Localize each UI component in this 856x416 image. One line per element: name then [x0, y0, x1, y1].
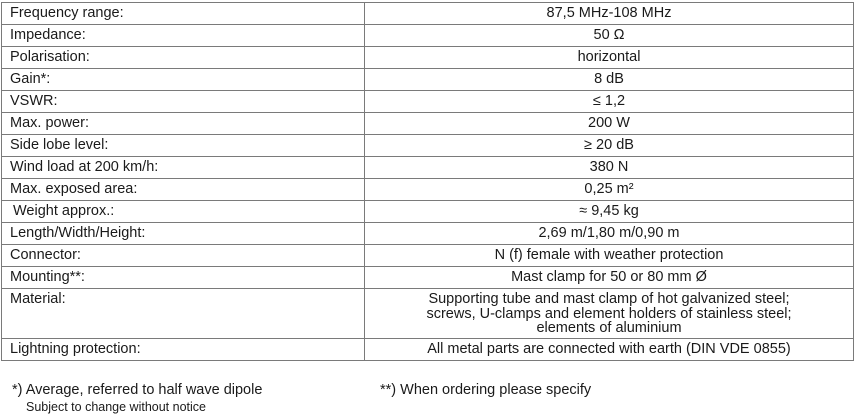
spec-label: Weight approx.:	[2, 201, 365, 223]
spec-value: 8 dB	[365, 69, 854, 91]
spec-label: Wind load at 200 km/h:	[2, 157, 365, 179]
spec-label: Mounting**:	[2, 267, 365, 289]
material-line: screws, U-clamps and element holders of stainless steel;	[426, 305, 792, 322]
spec-value: ≥ 20 dB	[365, 135, 854, 157]
spec-value: All metal parts are connected with earth (DIN VDE 0855)	[365, 339, 854, 361]
footnote-ordering: **) When ordering please specify	[380, 382, 592, 398]
table-row	[2, 289, 854, 339]
spec-value: ≤ 1,2	[365, 91, 854, 113]
spec-value: Mast clamp for 50 or 80 mm Ø	[365, 267, 854, 289]
spec-value: N (f) female with weather protection	[365, 245, 854, 267]
spec-label: VSWR:	[2, 91, 365, 113]
table-row	[2, 135, 854, 157]
spec-value-multiline	[365, 289, 854, 339]
table-row	[2, 69, 854, 91]
spec-value: 380 N	[365, 157, 854, 179]
spec-label: Polarisation:	[2, 47, 365, 69]
spec-label: Side lobe level:	[2, 135, 365, 157]
spec-value: horizontal	[365, 47, 854, 69]
table-row	[2, 157, 854, 179]
spec-value: ≈ 9,45 kg	[365, 201, 854, 223]
footnote-subject-to-change: Subject to change without notice	[26, 400, 206, 414]
specifications-table	[1, 2, 854, 361]
footnote-average: *) Average, referred to half wave dipole	[12, 382, 263, 398]
spec-label: Max. power:	[2, 113, 365, 135]
spec-label: Material:	[2, 289, 365, 339]
spec-value: 200 W	[365, 113, 854, 135]
spec-value: 87,5 MHz-108 MHz	[365, 3, 854, 25]
spec-label: Impedance:	[2, 25, 365, 47]
table-row	[2, 179, 854, 201]
table-row	[2, 223, 854, 245]
spec-label: Length/Width/Height:	[2, 223, 365, 245]
table-row	[2, 91, 854, 113]
spec-label: Frequency range:	[2, 3, 365, 25]
table-row	[2, 25, 854, 47]
table-row	[2, 201, 854, 223]
table-row	[2, 245, 854, 267]
spec-label: Max. exposed area:	[2, 179, 365, 201]
material-line: Supporting tube and mast clamp of hot galvanized steel;	[428, 291, 790, 307]
spec-label: Gain*:	[2, 69, 365, 91]
table-row	[2, 267, 854, 289]
spec-value: 2,69 m/1,80 m/0,90 m	[365, 223, 854, 245]
spec-value: 0,25 m²	[365, 179, 854, 201]
table-row	[2, 339, 854, 361]
table-row	[2, 47, 854, 69]
material-line: elements of aluminium	[536, 320, 682, 336]
spec-label: Connector:	[2, 245, 365, 267]
table-row	[2, 113, 854, 135]
spec-value: 50 Ω	[365, 25, 854, 47]
table-row	[2, 3, 854, 25]
spec-label: Lightning protection:	[2, 339, 365, 361]
